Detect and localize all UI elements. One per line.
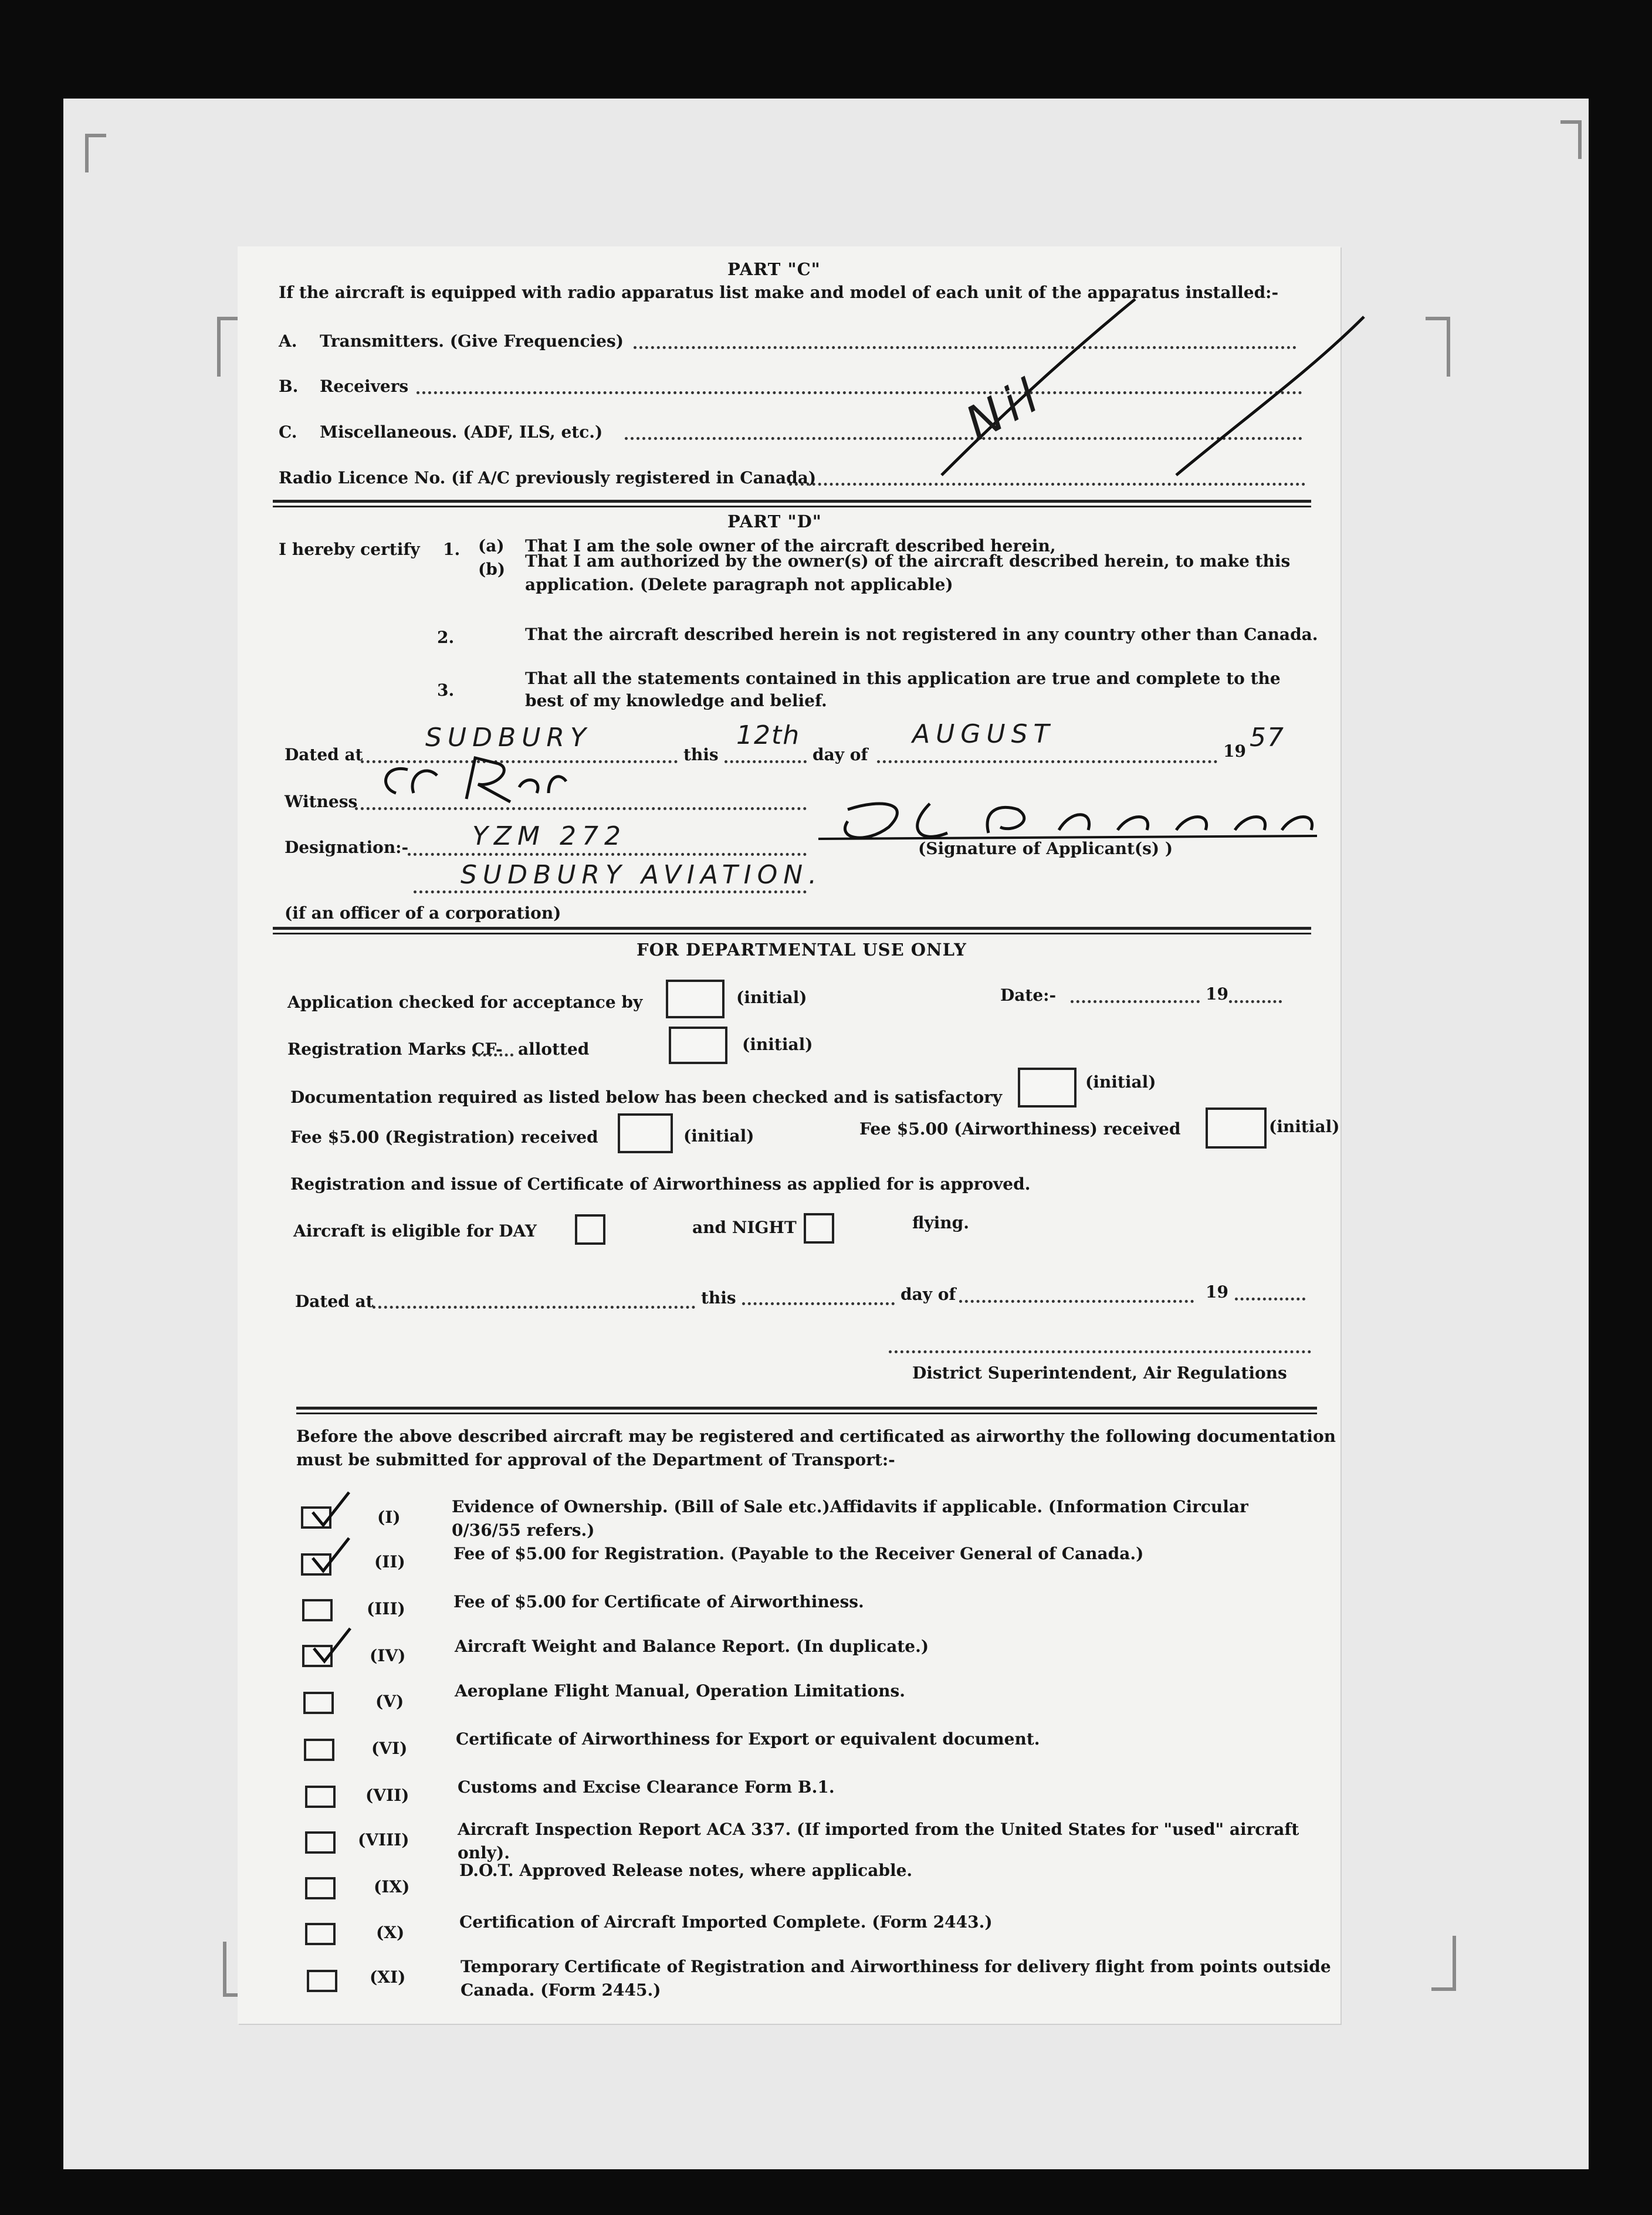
officer-label: (if an officer of a corporation)	[285, 903, 561, 923]
radio-licence-label: Radio Licence No. (if A/C previously registered in Canada)	[279, 468, 817, 487]
dept-dated-at-field[interactable]	[373, 1306, 695, 1309]
night-checkbox[interactable]	[804, 1213, 834, 1244]
signature-label: (Signature of Applicant(s) )	[918, 839, 1173, 858]
item-a-letter: A.	[279, 331, 297, 351]
dated-at-label: Dated at	[285, 745, 363, 764]
doc-xi-text-2: Canada. (Form 2445.)	[461, 1980, 661, 2000]
divider	[273, 927, 1311, 930]
doc-iii-text: Fee of $5.00 for Certificate of Airworthiness.	[453, 1592, 864, 1611]
initial-label: (initial)	[736, 988, 807, 1007]
divider	[273, 500, 1311, 503]
night-label: and NIGHT	[692, 1218, 797, 1237]
item-b-letter: B.	[279, 377, 299, 396]
divider	[296, 1407, 1317, 1410]
doc-ix-text: D.O.T. Approved Release notes, where applicable.	[459, 1861, 913, 1880]
fee-airworthiness-label: Fee $5.00 (Airworthiness) received	[859, 1119, 1181, 1139]
year-prefix: 19	[1223, 741, 1246, 761]
dept-month-field[interactable]	[959, 1300, 1194, 1303]
doc-viii-text-2: only).	[458, 1843, 510, 1862]
doc-iv-checkmark	[308, 1625, 355, 1666]
miscellaneous-label: Miscellaneous. (ADF, ILS, etc.)	[320, 422, 603, 442]
dept-this-label: this	[701, 1288, 736, 1308]
reg-marks-label: Registration Marks CF-	[287, 1039, 503, 1059]
flying-label: flying.	[912, 1213, 969, 1232]
certify-label: I hereby certify	[279, 540, 420, 559]
initial-label: (initial)	[683, 1126, 754, 1146]
crop-mark	[1431, 1936, 1456, 1991]
date-field[interactable]	[1071, 1000, 1200, 1003]
doc-ii-number: (II)	[374, 1552, 405, 1572]
doc-viii-text: Aircraft Inspection Report ACA 337. (If imported from the United States for "used" aircraft	[458, 1820, 1299, 1839]
doc-i-text-2: 0/36/55 refers.)	[452, 1520, 595, 1540]
doc-x-number: (X)	[376, 1923, 405, 1942]
doc-i-number: (I)	[377, 1508, 401, 1527]
initial-label: (initial)	[1269, 1117, 1340, 1136]
doc-vi-number: (VI)	[371, 1739, 408, 1758]
doc-i-text: Evidence of Ownership. (Bill of Sale etc.)Affidavits if applicable. (Information Circular	[452, 1497, 1248, 1516]
doc-viii-checkbox[interactable]	[305, 1831, 336, 1854]
doc-iv-number: (IV)	[370, 1646, 406, 1665]
date-label: Date:-	[1000, 985, 1057, 1005]
doc-v-number: (V)	[375, 1692, 404, 1711]
initial-label: (initial)	[1085, 1072, 1156, 1092]
superintendent-signature-field[interactable]	[889, 1350, 1311, 1353]
initial-label: (initial)	[742, 1035, 813, 1054]
item-1-number: 1.	[443, 540, 461, 559]
designation-label: Designation:-	[285, 838, 409, 857]
day-value: 12th	[736, 720, 801, 750]
divider	[296, 1413, 1317, 1414]
doc-vi-checkbox[interactable]	[304, 1739, 334, 1761]
not-registered-text: That the aircraft described herein is not registered in any country other than Canada.	[525, 625, 1318, 644]
date-year-field[interactable]	[1229, 1000, 1282, 1003]
fee-airworthiness-initial-box[interactable]	[1206, 1108, 1267, 1149]
year-value: 57	[1250, 723, 1285, 753]
item-3-number: 3.	[437, 680, 455, 700]
doc-vii-number: (VII)	[365, 1786, 409, 1805]
doc-viii-number: (VIII)	[358, 1830, 409, 1850]
true-complete-text-1: That all the statements contained in this application are true and complete to the	[525, 669, 1281, 688]
authorized-text-2: application. (Delete paragraph not applicable)	[525, 575, 953, 594]
doc-xi-text: Temporary Certificate of Registration and Airworthiness for delivery flight from points outside	[461, 1957, 1331, 1976]
authorized-text-1: That I am authorized by the owner(s) of the aircraft described herein, to make this	[525, 551, 1291, 571]
approved-label: Registration and issue of Certificate of Airworthiness as applied for is approved.	[290, 1174, 1031, 1194]
crop-mark	[1560, 120, 1582, 159]
doc-vii-text: Customs and Excise Clearance Form B.1.	[458, 1777, 835, 1797]
item-2-number: 2.	[437, 628, 455, 647]
doc-iii-checkbox[interactable]	[302, 1599, 333, 1621]
application-form	[238, 246, 1340, 2024]
eligible-day-label: Aircraft is eligible for DAY	[293, 1221, 537, 1241]
item-b-label: (b)	[478, 560, 506, 579]
documentation-initial-box[interactable]	[1018, 1068, 1076, 1108]
month-field[interactable]	[877, 760, 1217, 763]
doc-xi-checkbox[interactable]	[307, 1970, 337, 1992]
dated-at-value: SUDBURY	[425, 723, 592, 753]
documentation-intro-2: must be submitted for approval of the Department of Transport:-	[296, 1450, 895, 1469]
doc-vi-text: Certificate of Airworthiness for Export or equivalent document.	[456, 1729, 1040, 1749]
allotted-label: allotted	[518, 1039, 590, 1059]
superintendent-label: District Superintendent, Air Regulations	[912, 1363, 1287, 1383]
doc-iii-number: (III)	[367, 1599, 405, 1618]
part-c-heading: PART "C"	[727, 259, 821, 279]
dept-year-prefix: 19	[1206, 1282, 1228, 1302]
divider	[273, 933, 1311, 934]
receivers-label: Receivers	[320, 377, 409, 396]
witness-signature	[373, 752, 572, 811]
true-complete-text-2: best of my knowledge and belief.	[525, 691, 827, 710]
reg-marks-initial-box[interactable]	[669, 1027, 727, 1064]
nil-handwritten: Nil	[957, 365, 1052, 452]
doc-i-checkmark	[307, 1489, 354, 1530]
dept-dated-at-label: Dated at	[295, 1292, 374, 1311]
part-d-heading: PART "D"	[727, 512, 822, 531]
doc-x-text: Certification of Aircraft Imported Complete. (Form 2443.)	[459, 1912, 993, 1932]
fee-registration-initial-box[interactable]	[618, 1113, 673, 1153]
doc-iv-text: Aircraft Weight and Balance Report. (In duplicate.)	[455, 1637, 929, 1656]
item-a-label: (a)	[478, 536, 505, 556]
transmitters-label: Transmitters. (Give Frequencies)	[320, 331, 624, 351]
doc-ii-checkmark	[307, 1535, 354, 1576]
doc-v-text: Aeroplane Flight Manual, Operation Limitations.	[455, 1681, 905, 1701]
dept-day-field[interactable]	[742, 1302, 895, 1305]
item-c-letter: C.	[279, 422, 297, 442]
crop-mark	[1426, 317, 1450, 377]
month-value: AUGUST	[912, 719, 1055, 749]
dept-day-of-label: day of	[901, 1285, 956, 1304]
doc-ix-checkbox[interactable]	[305, 1877, 336, 1899]
officer-field[interactable]	[414, 890, 807, 893]
documentation-label: Documentation required as listed below has been checked and is satisfactory	[290, 1088, 1003, 1107]
date-year-prefix: 19	[1206, 984, 1228, 1004]
doc-vii-checkbox[interactable]	[305, 1786, 336, 1808]
divider	[273, 506, 1311, 507]
doc-xi-number: (XI)	[370, 1967, 406, 1987]
day-of-label: day of	[813, 745, 868, 764]
part-c-intro: If the aircraft is equipped with radio apparatus list make and model of each unit of the apparatus installed:-	[279, 283, 1279, 302]
day-checkbox[interactable]	[575, 1214, 605, 1245]
dept-use-heading: FOR DEPARTMENTAL USE ONLY	[637, 940, 967, 960]
doc-ix-number: (IX)	[374, 1877, 410, 1896]
checked-initial-box[interactable]	[666, 980, 725, 1018]
this-label: this	[683, 745, 719, 764]
doc-v-checkbox[interactable]	[303, 1692, 334, 1714]
checked-label: Application checked for acceptance by	[287, 993, 643, 1012]
doc-x-checkbox[interactable]	[305, 1923, 336, 1945]
reg-marks-field[interactable]	[472, 1054, 513, 1056]
day-field[interactable]	[725, 760, 807, 763]
designation-field[interactable]	[408, 853, 807, 856]
documentation-intro-1: Before the above described aircraft may be registered and certificated as airworthy the following documentation	[296, 1427, 1336, 1446]
doc-ii-text: Fee of $5.00 for Registration. (Payable to the Receiver General of Canada.)	[453, 1544, 1144, 1563]
sole-owner-text: That I am the sole owner of the aircraft described herein,	[525, 536, 1056, 556]
crop-mark	[85, 134, 106, 172]
witness-label: Witness	[285, 792, 358, 811]
designation-value: YZM 272	[472, 821, 627, 851]
officer-value: SUDBURY AVIATION.	[461, 860, 823, 890]
fee-registration-label: Fee $5.00 (Registration) received	[290, 1127, 598, 1147]
dept-year-field[interactable]	[1235, 1298, 1305, 1300]
